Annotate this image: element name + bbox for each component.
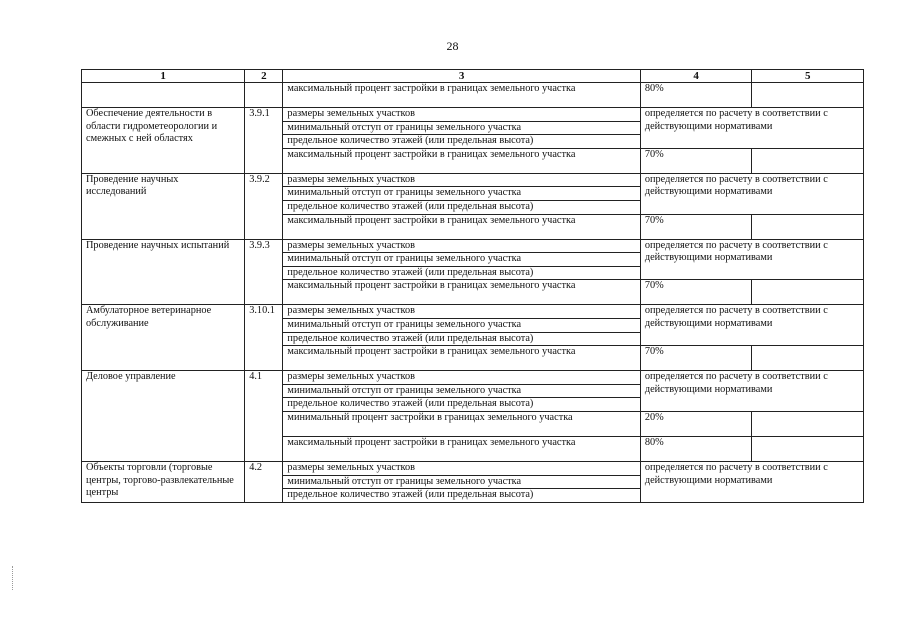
group-name-cell: Амбулаторное ветеринарное обслуживание [82, 305, 245, 371]
group-code-cell [245, 83, 283, 108]
param-cell: минимальный отступ от границы земельного участка [283, 475, 640, 489]
param-cell: размеры земельных участков [283, 239, 640, 253]
param-cell: предельное количество этажей (или предельная высота) [283, 200, 640, 214]
column-header-4: 4 [640, 70, 752, 83]
group-name-cell: Деловое управление [82, 371, 245, 462]
regulations-table [81, 69, 864, 503]
value-cell: 70% [640, 280, 752, 305]
column-header-1: 1 [82, 70, 245, 83]
group-name-cell: Обеспечение деятельности в области гидрометеорологии и смежных с ней областях [82, 108, 245, 174]
group-code-cell: 3.10.1 [245, 305, 283, 371]
param-cell: максимальный процент застройки в границах земельного участка [283, 83, 640, 108]
group-code-cell: 3.9.2 [245, 173, 283, 239]
value-cell-col5 [752, 148, 864, 173]
table-row [82, 108, 864, 122]
table-row [82, 371, 864, 385]
param-cell: предельное количество этажей (или предельная высота) [283, 266, 640, 280]
header-row [82, 70, 864, 83]
param-cell: минимальный отступ от границы земельного участка [283, 187, 640, 201]
param-cell: максимальный процент застройки в границах земельного участка [283, 436, 640, 461]
param-cell: максимальный процент застройки в границах земельного участка [283, 148, 640, 173]
group-code-cell: 3.9.3 [245, 239, 283, 305]
value-cell: определяется по расчету в соответствии с действующими нормативами [640, 173, 863, 214]
table-row [82, 173, 864, 187]
param-cell: максимальный процент застройки в границах земельного участка [283, 214, 640, 239]
value-cell: 20% [640, 411, 752, 436]
value-cell: определяется по расчету в соответствии с действующими нормативами [640, 461, 863, 502]
value-cell-col5 [752, 214, 864, 239]
value-cell: 70% [640, 346, 752, 371]
table-row [82, 305, 864, 319]
param-cell: предельное количество этажей (или предельная высота) [283, 332, 640, 346]
param-cell: размеры земельных участков [283, 173, 640, 187]
value-cell: 70% [640, 214, 752, 239]
group-name-cell: Проведение научных исследований [82, 173, 245, 239]
value-cell: определяется по расчету в соответствии с действующими нормативами [640, 371, 863, 412]
page-number: 28 [446, 39, 459, 53]
column-header-2: 2 [245, 70, 283, 83]
value-cell: 80% [640, 83, 752, 108]
group-code-cell: 4.1 [245, 371, 283, 462]
param-cell: размеры земельных участков [283, 305, 640, 319]
group-name-cell [82, 83, 245, 108]
param-cell: предельное количество этажей (или предельная высота) [283, 398, 640, 412]
param-cell: минимальный отступ от границы земельного участка [283, 384, 640, 398]
param-cell: максимальный процент застройки в границах земельного участка [283, 280, 640, 305]
param-cell: размеры земельных участков [283, 371, 640, 385]
param-cell: размеры земельных участков [283, 108, 640, 122]
value-cell-col5 [752, 346, 864, 371]
value-cell-col5 [752, 411, 864, 436]
column-header-3: 3 [283, 70, 640, 83]
table-row [82, 239, 864, 253]
value-cell: определяется по расчету в соответствии с действующими нормативами [640, 305, 863, 346]
group-code-cell: 4.2 [245, 461, 283, 502]
param-cell: предельное количество этажей (или предельная высота) [283, 489, 640, 503]
value-cell: 80% [640, 436, 752, 461]
value-cell-col5 [752, 280, 864, 305]
param-cell: минимальный отступ от границы земельного участка [283, 318, 640, 332]
value-cell: определяется по расчету в соответствии с действующими нормативами [640, 239, 863, 280]
table-row [82, 83, 864, 108]
param-cell: минимальный процент застройки в границах земельного участка [283, 411, 640, 436]
table-row [82, 461, 864, 475]
group-code-cell: 3.9.1 [245, 108, 283, 174]
param-cell: минимальный отступ от границы земельного участка [283, 253, 640, 267]
param-cell: размеры земельных участков [283, 461, 640, 475]
scan-margin-mark [12, 566, 15, 590]
value-cell-col5 [752, 83, 864, 108]
value-cell: определяется по расчету в соответствии с действующими нормативами [640, 108, 863, 149]
value-cell-col5 [752, 436, 864, 461]
column-header-5: 5 [752, 70, 864, 83]
group-name-cell: Объекты торговли (торговые центры, торгово-развлекательные центры [82, 461, 245, 502]
value-cell: 70% [640, 148, 752, 173]
param-cell: предельное количество этажей (или предельная высота) [283, 135, 640, 149]
group-name-cell: Проведение научных испытаний [82, 239, 245, 305]
param-cell: максимальный процент застройки в границах земельного участка [283, 346, 640, 371]
param-cell: минимальный отступ от границы земельного участка [283, 121, 640, 135]
